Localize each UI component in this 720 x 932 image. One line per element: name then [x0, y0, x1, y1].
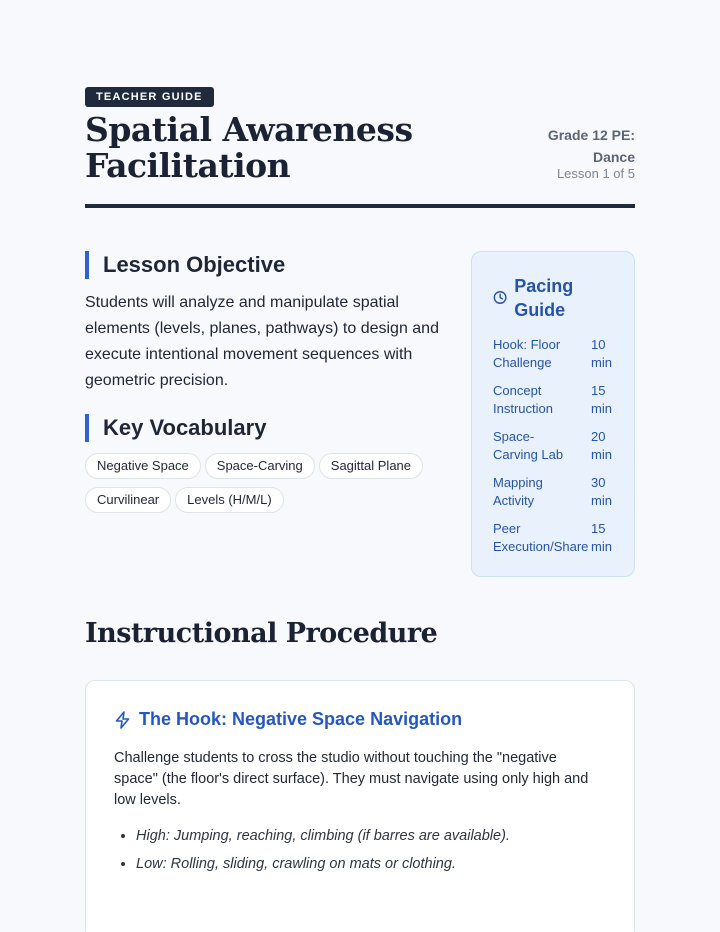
pacing-item [493, 474, 623, 510]
teacher-guide-badge: TEACHER GUIDE [85, 87, 214, 107]
vocabulary-list [85, 453, 450, 521]
procedure-heading: Instructional Procedure [85, 618, 438, 649]
vocab-term: Sagittal Plane [319, 453, 423, 479]
vocab-term: Negative Space [85, 453, 201, 479]
hook-description: Challenge students to cross the studio without touching the "negative space" (the floor's direct surface). They must navigate using only high and low levels. [114, 750, 589, 808]
clock-icon [493, 290, 507, 305]
pacing-item-time: 15 min [591, 521, 612, 554]
hook-header [114, 709, 462, 730]
hook-title: The Hook: Negative Space Navigation [139, 709, 463, 729]
vocab-term: Levels (H/M/L) [175, 487, 284, 513]
objective-heading: Lesson Objective [85, 251, 285, 279]
pacing-item-label: Concept Instruction [493, 383, 553, 416]
header-divider [85, 204, 635, 208]
vocabulary-heading: Key Vocabulary [85, 414, 266, 442]
vocab-term: Space-Carving [205, 453, 315, 479]
pacing-item-time: 30 min [591, 475, 612, 508]
pacing-item-time: 20 min [591, 429, 612, 462]
pacing-item [493, 520, 623, 556]
lightning-icon [114, 711, 131, 729]
pacing-item-label: Hook: Floor Challenge [493, 337, 561, 370]
pacing-item [493, 336, 623, 372]
grade-label: Grade 12 PE: Dance [547, 127, 635, 165]
pacing-item [493, 428, 623, 464]
vocab-term: Curvilinear [85, 487, 171, 513]
lesson-number: Lesson 1 of 5 [556, 166, 635, 181]
pacing-item-label: Peer Execution/Share [493, 521, 589, 554]
page-title: Spatial Awareness Facilitation [85, 110, 413, 185]
pacing-item-time: 15 min [591, 383, 612, 416]
pacing-guide-card [471, 251, 635, 577]
pacing-item [493, 382, 623, 418]
pacing-item-label: Space-Carving Lab [493, 429, 564, 462]
pacing-item-label: Mapping Activity [493, 475, 543, 508]
pacing-guide-header [493, 274, 623, 322]
hook-bullet: • Low: Rolling, sliding, crawling on mats or clothing. [136, 854, 606, 874]
pacing-guide-title: Pacing Guide [514, 276, 574, 320]
pacing-item-time: 10 min [591, 337, 612, 370]
hook-bullet: • High: Jumping, reaching, climbing (if barres are available). [136, 826, 606, 846]
hook-bullet-list [136, 826, 606, 882]
hook-card [85, 680, 635, 932]
objective-text: Students will analyze and manipulate spatial elements (levels, planes, pathways) to design and execute intentional movement sequences with geometric precision. [85, 294, 439, 389]
